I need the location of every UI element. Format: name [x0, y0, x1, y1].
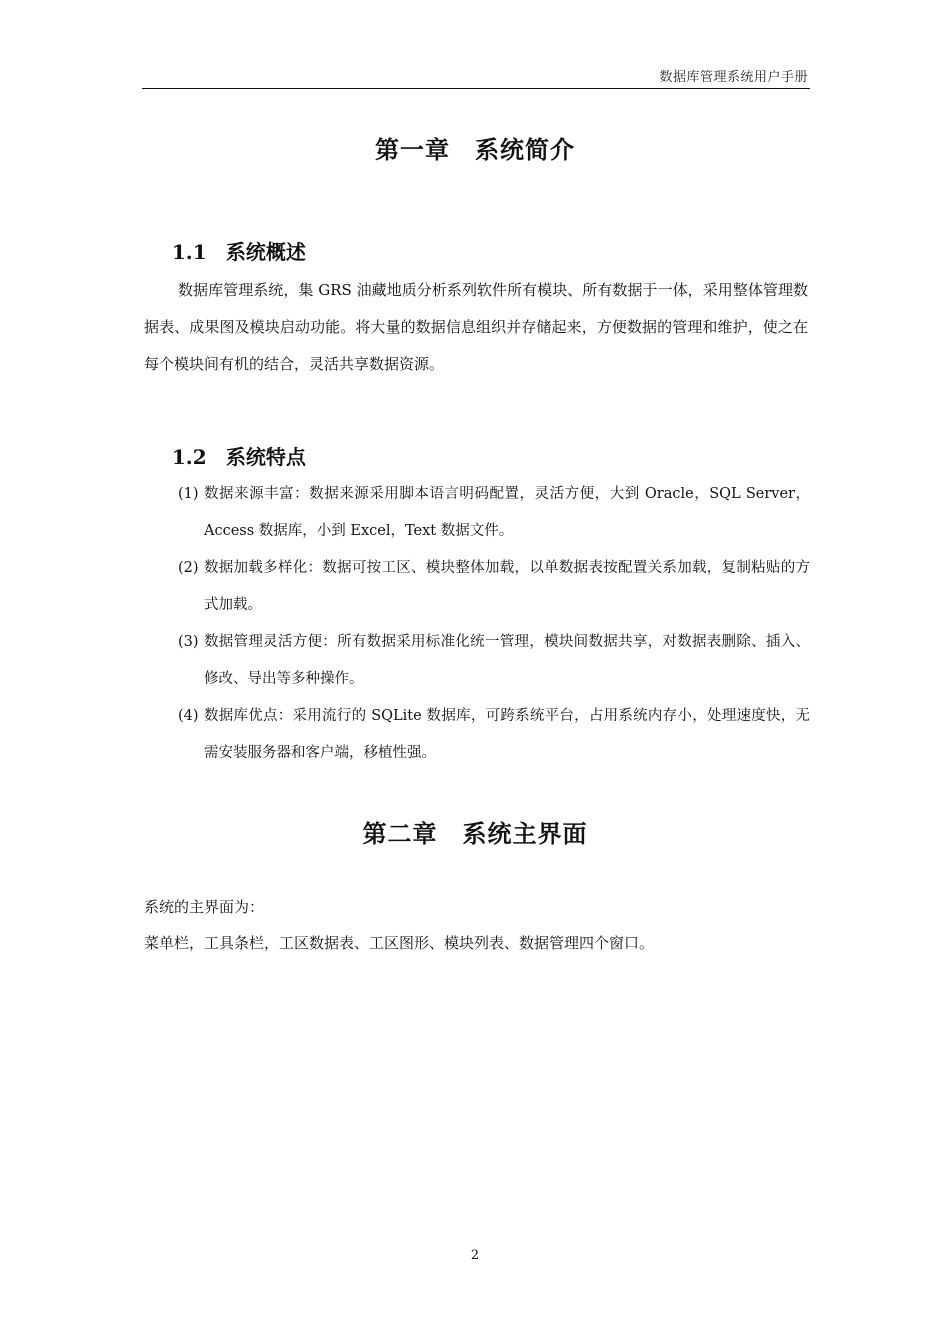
feature-text: 数据库优点：采用流行的 SQLite 数据库，可跨系统平台，占用系统内存小，处理速度快，无需安装服务器和客户端，移植性强。	[204, 708, 810, 761]
section-1-1-paragraph: 数据库管理系统，集 GRS 油藏地质分析系列软件所有模块、所有数据于一体，采用整体管理数据表、成果图及模块启动功能。将大量的数据信息组织并存储起来，方便数据的管理和维护，使之在每个模块间有机的结合，灵活共享数据资源。	[144, 281, 808, 373]
chapter-2-body: 菜单栏，工具条栏，工区数据表、工区图形、模块列表、数据管理四个窗口。	[144, 934, 655, 952]
feature-text: 数据管理灵活方便：所有数据采用标准化统一管理，模块间数据共享，对数据表删除、插入、修改、导出等多种操作。	[204, 634, 810, 687]
list-marker: (4)	[178, 708, 199, 724]
chapter-2-title: 第二章 系统主界面	[362, 819, 588, 848]
list-marker: (2)	[178, 560, 199, 576]
feature-item	[178, 624, 810, 698]
feature-text: 数据加载多样化：数据可按工区、模块整体加载，以单数据表按配置关系加载，复制粘贴的方式加载。	[204, 560, 810, 613]
chapter-1-title: 第一章 系统简介	[375, 135, 575, 164]
section-1-2-title: 系统特点	[225, 445, 306, 469]
feature-item	[178, 550, 810, 624]
section-1-1-number: 1.1	[171, 240, 207, 264]
page-number: 2	[470, 1248, 480, 1263]
feature-item	[178, 476, 810, 550]
list-marker: (1)	[178, 486, 199, 502]
section-1-2-number: 1.2	[171, 445, 207, 469]
list-marker: (3)	[178, 634, 199, 650]
feature-item	[178, 698, 810, 772]
section-1-1-title: 系统概述	[225, 240, 306, 264]
feature-list	[178, 476, 810, 772]
running-header: 数据库管理系统用户手册	[659, 70, 808, 85]
feature-text: 数据来源丰富：数据来源采用脚本语言明码配置，灵活方便，大到 Oracle，SQL Server，Access 数据库，小到 Excel，Text 数据文件。	[204, 486, 810, 539]
chapter-2-intro: 系统的主界面为：	[144, 898, 265, 916]
header-divider	[142, 88, 810, 89]
